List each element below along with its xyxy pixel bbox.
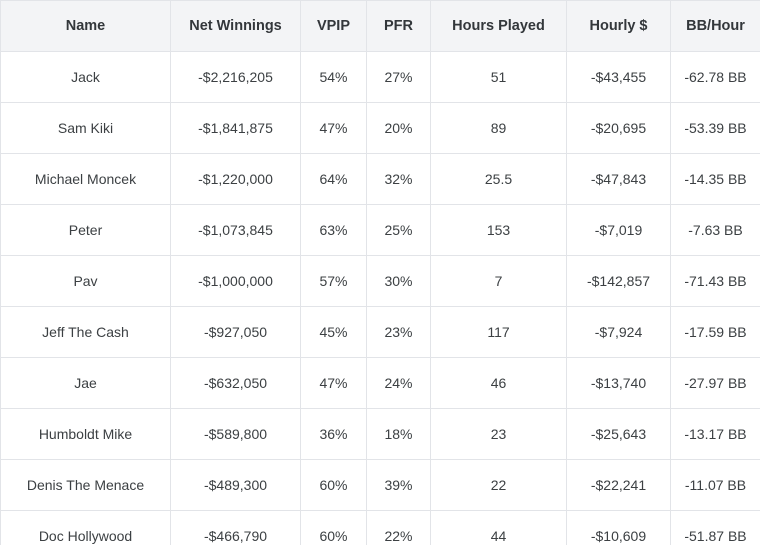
cell-net-winnings: -$1,073,845	[171, 205, 301, 256]
cell-vpip: 57%	[301, 256, 367, 307]
table-row	[1, 154, 760, 205]
table-row	[1, 256, 760, 307]
cell-hours-played: 25.5	[431, 154, 567, 205]
cell-hours-played: 44	[431, 511, 567, 545]
cell-name: Denis The Menace	[1, 460, 171, 511]
cell-vpip: 47%	[301, 103, 367, 154]
cell-name: Pav	[1, 256, 171, 307]
cell-name: Jae	[1, 358, 171, 409]
cell-hourly: -$7,924	[567, 307, 671, 358]
cell-bb-hour: -51.87 BB	[671, 511, 760, 545]
cell-vpip: 47%	[301, 358, 367, 409]
cell-net-winnings: -$589,800	[171, 409, 301, 460]
cell-bb-hour: -53.39 BB	[671, 103, 760, 154]
table-row	[1, 103, 760, 154]
cell-pfr: 23%	[367, 307, 431, 358]
cell-name: Jeff The Cash	[1, 307, 171, 358]
cell-bb-hour: -14.35 BB	[671, 154, 760, 205]
cell-hourly: -$47,843	[567, 154, 671, 205]
cell-hourly: -$20,695	[567, 103, 671, 154]
column-header-hours-played[interactable]: Hours Played	[431, 1, 567, 52]
cell-pfr: 39%	[367, 460, 431, 511]
cell-vpip: 64%	[301, 154, 367, 205]
cell-name: Michael Moncek	[1, 154, 171, 205]
table-row	[1, 460, 760, 511]
cell-net-winnings: -$1,220,000	[171, 154, 301, 205]
table-header-row	[1, 1, 760, 52]
column-header-bb-hour[interactable]: BB/Hour	[671, 1, 760, 52]
table-row	[1, 52, 760, 103]
cell-net-winnings: -$2,216,205	[171, 52, 301, 103]
cell-name: Humboldt Mike	[1, 409, 171, 460]
cell-pfr: 22%	[367, 511, 431, 545]
table-body	[1, 52, 760, 545]
cell-hourly: -$13,740	[567, 358, 671, 409]
cell-pfr: 27%	[367, 52, 431, 103]
cell-hours-played: 7	[431, 256, 567, 307]
cell-hours-played: 89	[431, 103, 567, 154]
column-header-pfr[interactable]: PFR	[367, 1, 431, 52]
table-row	[1, 205, 760, 256]
cell-net-winnings: -$489,300	[171, 460, 301, 511]
cell-hourly: -$142,857	[567, 256, 671, 307]
table-header	[1, 1, 760, 52]
table-row	[1, 409, 760, 460]
column-header-name[interactable]: Name	[1, 1, 171, 52]
cell-hourly: -$7,019	[567, 205, 671, 256]
cell-vpip: 63%	[301, 205, 367, 256]
cell-vpip: 45%	[301, 307, 367, 358]
column-header-net-winnings[interactable]: Net Winnings	[171, 1, 301, 52]
cell-pfr: 32%	[367, 154, 431, 205]
cell-bb-hour: -71.43 BB	[671, 256, 760, 307]
cell-bb-hour: -7.63 BB	[671, 205, 760, 256]
cell-net-winnings: -$927,050	[171, 307, 301, 358]
cell-name: Peter	[1, 205, 171, 256]
cell-bb-hour: -27.97 BB	[671, 358, 760, 409]
cell-hourly: -$22,241	[567, 460, 671, 511]
cell-vpip: 60%	[301, 460, 367, 511]
cell-pfr: 20%	[367, 103, 431, 154]
cell-hourly: -$43,455	[567, 52, 671, 103]
cell-net-winnings: -$466,790	[171, 511, 301, 545]
cell-bb-hour: -11.07 BB	[671, 460, 760, 511]
table-row	[1, 358, 760, 409]
cell-net-winnings: -$632,050	[171, 358, 301, 409]
cell-pfr: 25%	[367, 205, 431, 256]
cell-vpip: 36%	[301, 409, 367, 460]
cell-hourly: -$10,609	[567, 511, 671, 545]
column-header-hourly[interactable]: Hourly $	[567, 1, 671, 52]
cell-hours-played: 23	[431, 409, 567, 460]
cell-name: Doc Hollywood	[1, 511, 171, 545]
cell-name: Jack	[1, 52, 171, 103]
cell-vpip: 54%	[301, 52, 367, 103]
cell-hours-played: 46	[431, 358, 567, 409]
cell-hours-played: 117	[431, 307, 567, 358]
cell-pfr: 24%	[367, 358, 431, 409]
cell-net-winnings: -$1,841,875	[171, 103, 301, 154]
cell-bb-hour: -17.59 BB	[671, 307, 760, 358]
cell-hourly: -$25,643	[567, 409, 671, 460]
cell-pfr: 18%	[367, 409, 431, 460]
cell-hours-played: 51	[431, 52, 567, 103]
cell-pfr: 30%	[367, 256, 431, 307]
cell-bb-hour: -13.17 BB	[671, 409, 760, 460]
cell-name: Sam Kiki	[1, 103, 171, 154]
cell-net-winnings: -$1,000,000	[171, 256, 301, 307]
cell-hours-played: 22	[431, 460, 567, 511]
cell-hours-played: 153	[431, 205, 567, 256]
column-header-vpip[interactable]: VPIP	[301, 1, 367, 52]
cell-vpip: 60%	[301, 511, 367, 545]
table-row	[1, 511, 760, 545]
cell-bb-hour: -62.78 BB	[671, 52, 760, 103]
table-row	[1, 307, 760, 358]
